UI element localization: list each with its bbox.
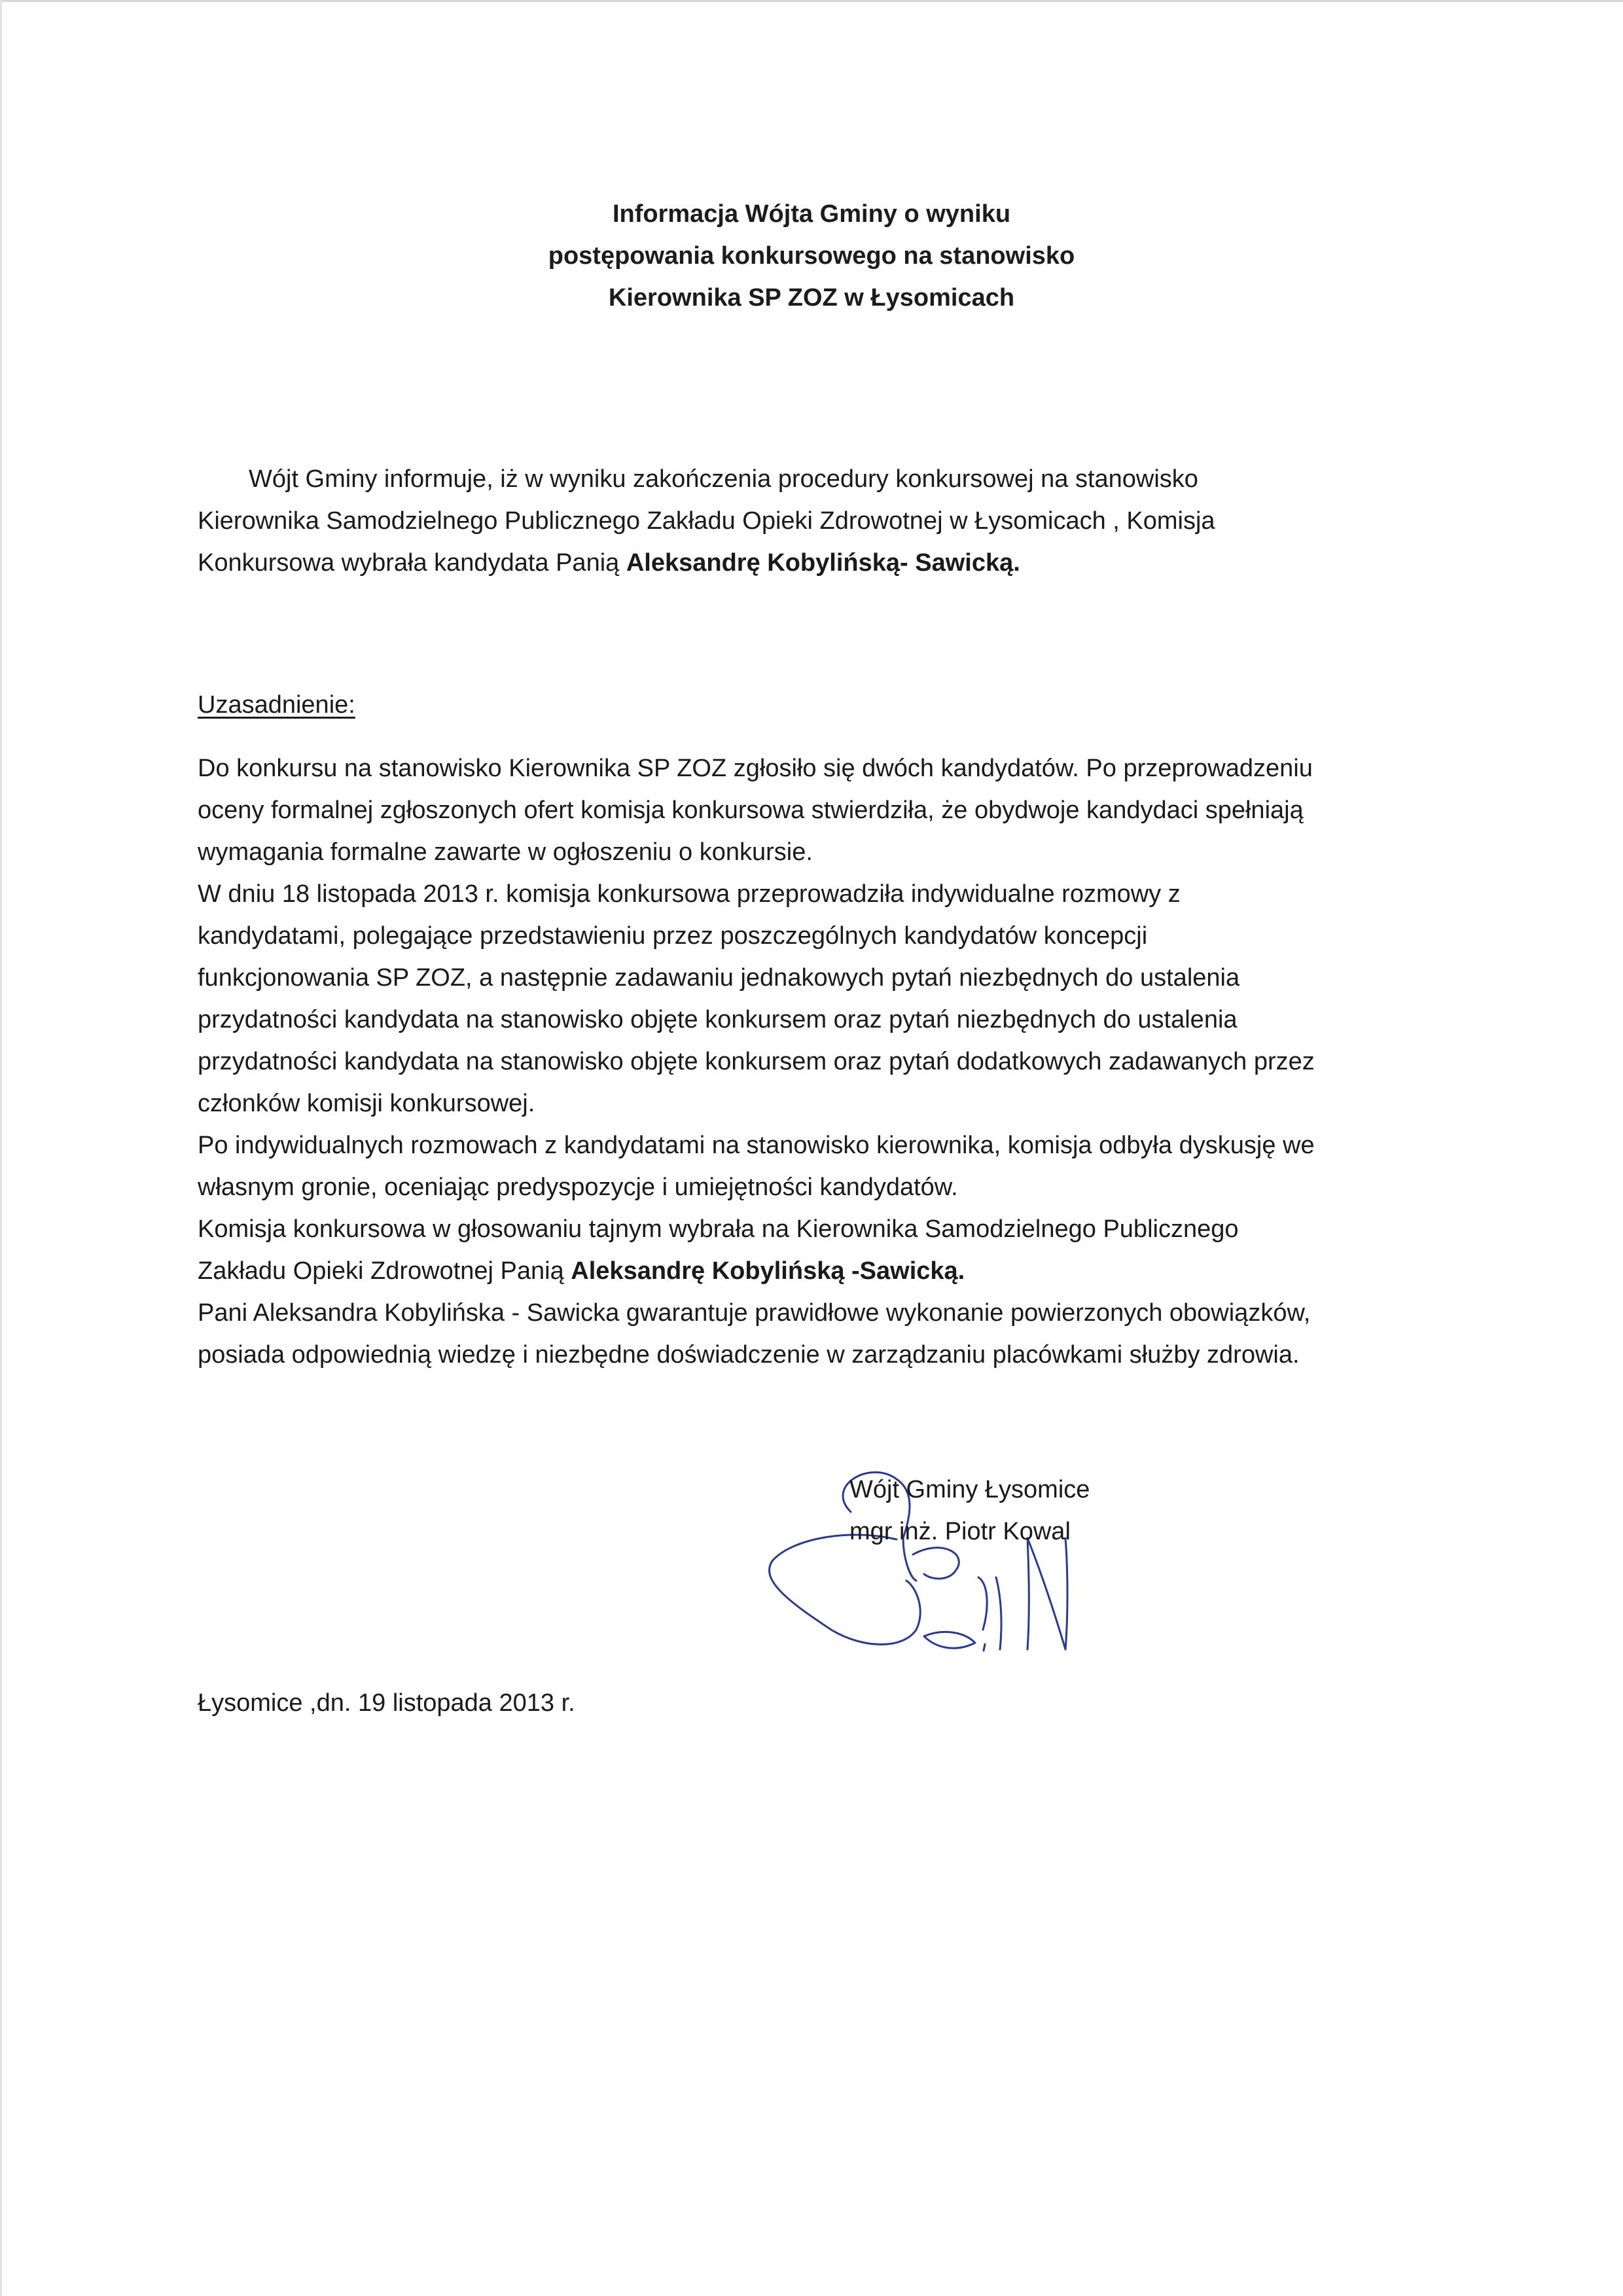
intro-line-1: Wójt Gminy informuje, iż w wyniku zakończenia procedury konkursowej na stanowisko bbox=[249, 465, 1198, 493]
text-line: oceny formalnej zgłoszonych ofert komisja konkursowa stwierdziła, że obydwoje kandydaci spełniają bbox=[198, 797, 1304, 824]
text-line: własnym gronie, oceniając predyspozycje i umiejętności kandydatów. bbox=[198, 1174, 958, 1201]
text-line bbox=[198, 1250, 1454, 1292]
scan-edge-top bbox=[0, 0, 1623, 2]
justification-paragraph bbox=[198, 747, 1454, 1376]
signatory-office: Wójt Gminy Łysomice bbox=[849, 1476, 1090, 1503]
text-line: przydatności kandydata na stanowisko objęte konkursem oraz pytań niezbędnych do ustalenia bbox=[198, 1006, 1238, 1033]
text-line: posiada odpowiednią wiedzę i niezbędne doświadczenie w zarządzaniu placówkami służby zdrowia. bbox=[198, 1341, 1300, 1369]
text-line: W dniu 18 listopada 2013 r. komisja konkursowa przeprowadziła indywidualne rozmowy z bbox=[198, 880, 1181, 908]
text-line: przydatności kandydata na stanowisko objęte konkursem oraz pytań dodatkowych zadawanych przez bbox=[198, 1048, 1315, 1075]
text-line: Po indywidualnych rozmowach z kandydatami na stanowisko kierownika, komisja odbyła dyskusję we bbox=[198, 1132, 1315, 1159]
candidate-name: Aleksandrę Kobylińską- Sawicką. bbox=[626, 549, 1020, 577]
text-line: członków komisji konkursowej. bbox=[198, 1090, 535, 1117]
title-line: postępowania konkursowego na stanowisko bbox=[548, 242, 1075, 270]
text-line: Komisja konkursowa w głosowaniu tajnym wybrała na Kierownika Samodzielnego Publicznego bbox=[198, 1215, 1239, 1243]
text-line bbox=[198, 458, 1441, 500]
intro-line-3: Konkursowa wybrała kandydata Panią bbox=[198, 549, 626, 577]
intro-line-2: Kierownika Samodzielnego Publicznego Zakładu Opieki Zdrowotnej w Łysomicach , Komisja bbox=[198, 507, 1215, 535]
text-line-prefix: Zakładu Opieki Zdrowotnej Panią bbox=[198, 1257, 571, 1285]
text-line: funkcjonowania SP ZOZ, a następnie zadawaniu jednakowych pytań niezbędnych do ustalenia bbox=[198, 964, 1240, 992]
text-line bbox=[198, 542, 1441, 584]
title-line: Informacja Wójta Gminy o wyniku bbox=[612, 200, 1011, 228]
intro-paragraph bbox=[198, 458, 1441, 584]
text-line: wymagania formalne zawarte w ogłoszeniu o konkursie. bbox=[198, 838, 813, 866]
document-title bbox=[0, 193, 1623, 319]
justification-heading: Uzasadnienie: bbox=[198, 691, 355, 719]
candidate-name: Aleksandrę Kobylińską -Sawicką. bbox=[571, 1257, 965, 1285]
text-line: kandydatami, polegające przedstawieniu przez poszczególnych kandydatów koncepcji bbox=[198, 922, 1148, 950]
signatory-block bbox=[849, 1469, 1090, 1552]
text-line: Pani Aleksandra Kobylińska - Sawicka gwarantuje prawidłowe wykonanie powierzonych obowiązków, bbox=[198, 1299, 1311, 1327]
text-line: Do konkursu na stanowisko Kierownika SP ZOZ zgłosiło się dwóch kandydatów. Po przeprowadzeniu bbox=[198, 755, 1313, 782]
place-and-date: Łysomice ,dn. 19 listopada 2013 r. bbox=[198, 1689, 575, 1717]
scan-edge-left bbox=[0, 0, 2, 2296]
signatory-name: mgr inż. Piotr Kowal bbox=[849, 1518, 1071, 1545]
title-line: Kierownika SP ZOZ w Łysomicach bbox=[608, 284, 1015, 312]
